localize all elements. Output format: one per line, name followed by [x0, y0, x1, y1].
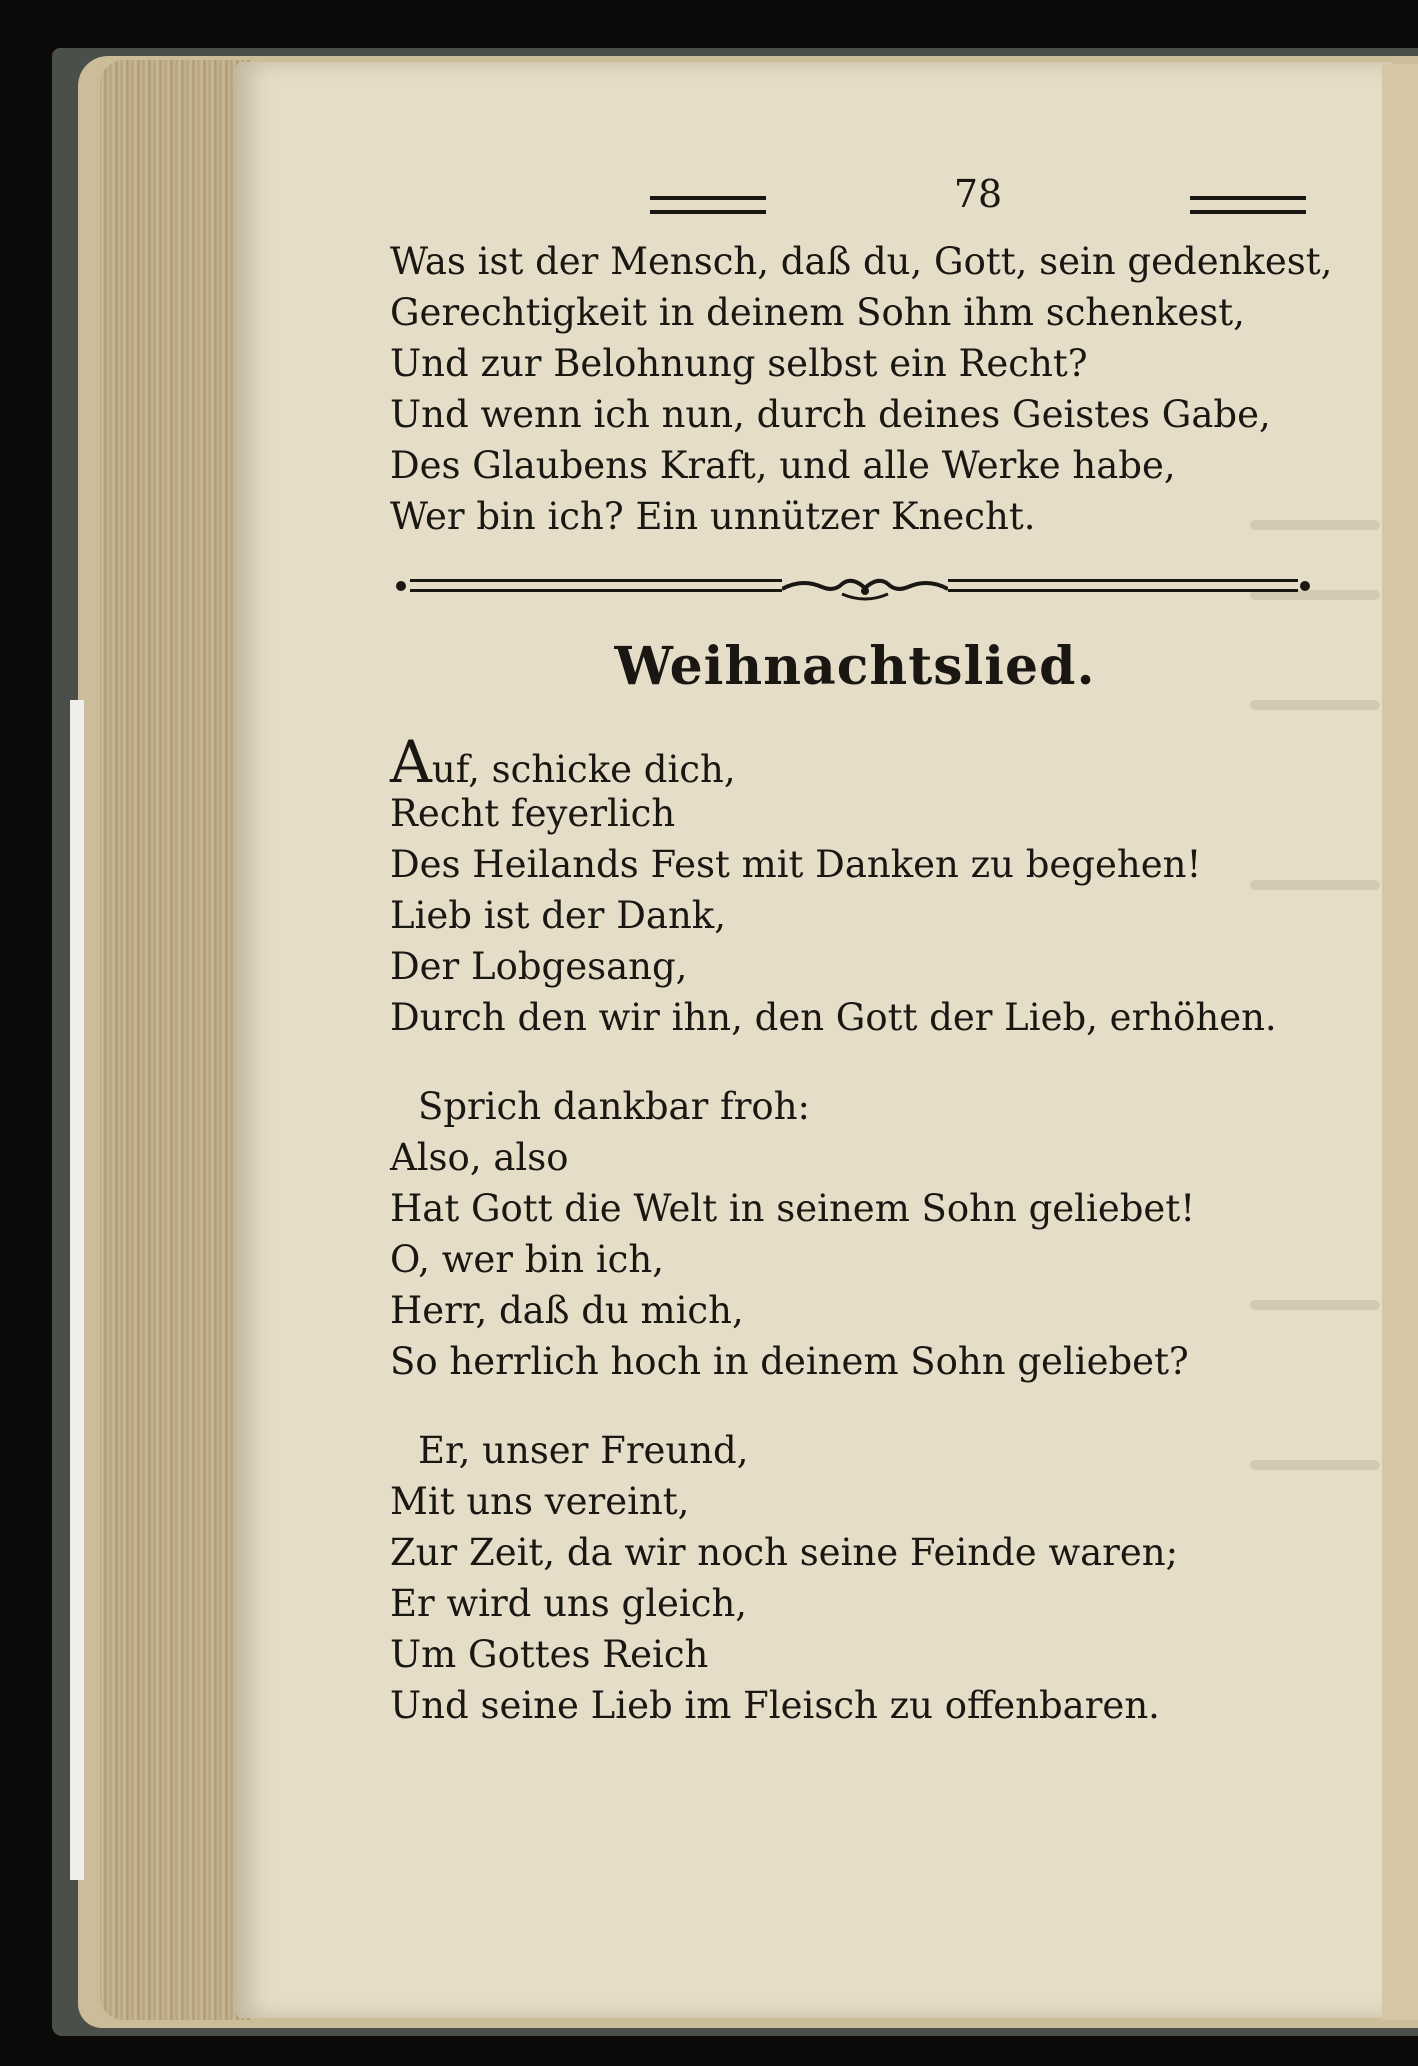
endpaper-strip	[70, 700, 84, 1880]
page-header	[650, 170, 1306, 236]
facing-page-gutter	[1382, 64, 1418, 2020]
verse-line: Und seine Lieb im Fleisch zu offenbaren.	[390, 1684, 1160, 1727]
verse-line: Er, unser Freund,	[418, 1429, 749, 1472]
verse-line: Lieb ist der Dank,	[390, 894, 726, 937]
stanza-2	[390, 1081, 1320, 1387]
verse-line: Herr, daß du mich,	[390, 1289, 744, 1332]
divider-bar-left	[410, 579, 782, 592]
page-number: 78	[953, 172, 1003, 216]
verse-line: Um Gottes Reich	[390, 1633, 709, 1676]
verse-line: Und zur Belohnung selbst ein Recht?	[390, 342, 1088, 385]
verse-line: Sprich dankbar froh:	[418, 1085, 811, 1128]
previous-stanza	[390, 236, 1333, 542]
verse-line: Des Heilands Fest mit Danken zu begehen!	[390, 843, 1202, 886]
verse-line: O, wer bin ich,	[390, 1238, 664, 1281]
header-rule-right	[1190, 196, 1306, 214]
stanza-1	[390, 728, 1320, 1043]
verse-line: Der Lobgesang,	[390, 945, 688, 988]
verse-line: Hat Gott die Welt in seinem Sohn geliebet!	[390, 1187, 1196, 1230]
verse-line: Durch den wir ihn, den Gott der Lieb, erhöhen.	[390, 996, 1277, 1039]
verse-line: Wer bin ich? Ein unnützer Knecht.	[390, 495, 1036, 538]
page-text	[390, 170, 1333, 1769]
first-line-text: uf, schicke dich,	[431, 748, 736, 791]
header-rule-left	[650, 196, 766, 214]
verse-line-first	[390, 728, 1320, 796]
divider-end-dot	[396, 581, 406, 591]
stanza-3	[390, 1425, 1320, 1731]
divider-end-dot	[1300, 581, 1310, 591]
verse-line: Und wenn ich nun, durch deines Geistes Gabe,	[390, 393, 1271, 436]
verse-line: Er wird uns gleich,	[390, 1582, 748, 1625]
verse-line: Mit uns vereint,	[390, 1480, 690, 1523]
verse-line: Zur Zeit, da wir noch seine Feinde waren;	[390, 1531, 1179, 1574]
verse-line: Des Glaubens Kraft, und alle Werke habe,	[390, 444, 1176, 487]
verse-line: Recht feyerlich	[390, 792, 676, 835]
divider-ornament-icon	[782, 574, 948, 604]
song-title: Weihnachtslied.	[614, 636, 1096, 697]
divider-bar-right	[948, 579, 1298, 592]
verse-line: Was ist der Mensch, daß du, Gott, sein gedenkest,	[390, 240, 1333, 283]
verse-line: Also, also	[390, 1136, 569, 1179]
verse-line: So herrlich hoch in deinem Sohn geliebet?	[390, 1340, 1189, 1383]
verse-line: Gerechtigkeit in deinem Sohn ihm schenkest,	[390, 291, 1245, 334]
page-edges	[100, 60, 250, 2020]
initial-letter: A	[390, 728, 432, 796]
ornamental-divider	[390, 568, 1320, 608]
